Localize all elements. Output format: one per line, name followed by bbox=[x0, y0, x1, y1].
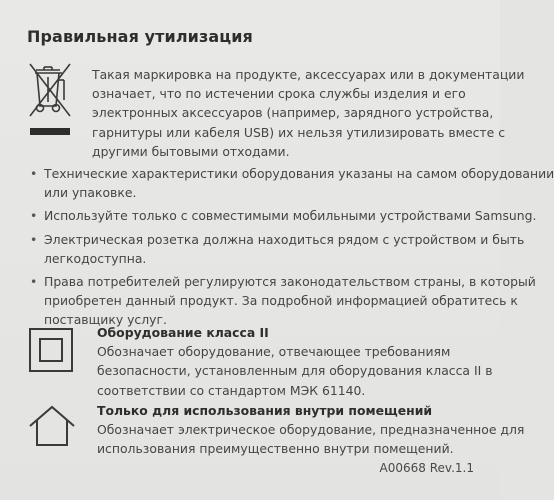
house-indoor-use-icon bbox=[28, 404, 76, 448]
list-item-line: • Используйте только с совместимыми мобильными устройствами Samsung. bbox=[44, 208, 537, 224]
list-item-line: приобретен данный продукт. За подробной информацией обратитесь к bbox=[44, 293, 518, 309]
list-item bbox=[30, 206, 537, 225]
indoor-use-line: использования преимущественно внутри помещений. bbox=[97, 441, 454, 457]
list-item-line: • Права потребителей регулируются законодательством страны, в который bbox=[44, 274, 536, 290]
disposal-description bbox=[92, 65, 525, 161]
indoor-use-line: Обозначает электрическое оборудование, предназначенное для bbox=[97, 422, 525, 438]
notes-list bbox=[30, 164, 554, 334]
double-square-class-ii-icon bbox=[28, 327, 74, 373]
class-ii-line: Обозначает оборудование, отвечающее требованиям bbox=[97, 344, 451, 360]
disposal-line: означает, что по истечении срока службы изделия и его bbox=[92, 86, 466, 102]
disposal-line: электронных аксессуаров (например, зарядного устройства, bbox=[92, 105, 494, 121]
list-item bbox=[30, 272, 536, 330]
list-item bbox=[30, 164, 554, 202]
disposal-line: другими бытовыми отходами. bbox=[92, 143, 290, 159]
indoor-use-section bbox=[97, 401, 525, 459]
list-item-line: поставщику услуг. bbox=[44, 312, 167, 328]
document-code: A00668 Rev.1.1 bbox=[379, 461, 474, 475]
list-item-line: • Технические характеристики оборудования указаны на самом оборудовании bbox=[44, 166, 554, 181]
page-title: Правильная утилизация bbox=[27, 27, 253, 46]
class-ii-line: соответствии со стандартом МЭК 61140. bbox=[97, 382, 366, 398]
class-ii-heading: Оборудование класса II bbox=[97, 325, 269, 340]
class-ii-line: безопасности, установленным для оборудования класса II в bbox=[97, 363, 493, 379]
crossed-out-wheelie-bin-icon bbox=[26, 60, 74, 140]
list-item-line: или упаковке. bbox=[44, 185, 137, 201]
list-item-line: легкодоступна. bbox=[44, 250, 147, 266]
disposal-line: гарнитуры или кабеля USB) их нельзя утилизировать вместе с bbox=[92, 124, 506, 140]
disposal-line: Такая маркировка на продукте, аксессуарах или в документации bbox=[92, 67, 525, 82]
list-item bbox=[30, 230, 525, 268]
class-ii-section bbox=[97, 323, 493, 400]
indoor-use-heading: Только для использования внутри помещений bbox=[97, 403, 433, 418]
list-item-line: • Электрическая розетка должна находиться рядом с устройством и быть bbox=[44, 231, 525, 247]
